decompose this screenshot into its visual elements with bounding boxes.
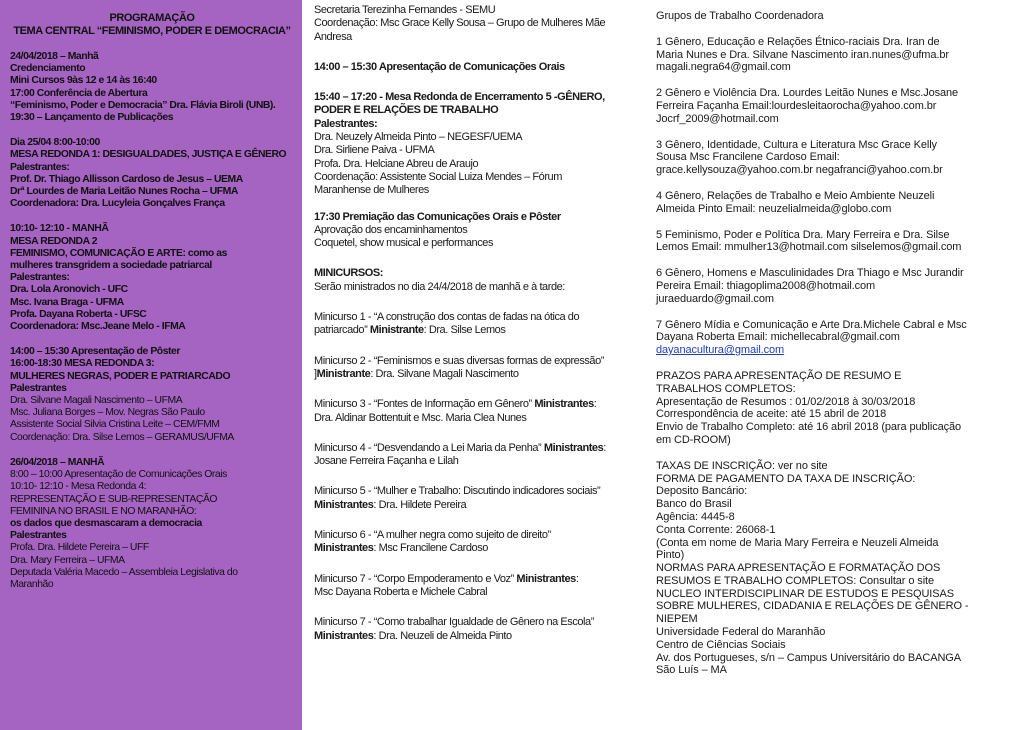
closing-and-minicourses-column — [302, 0, 642, 730]
spacer — [656, 74, 1010, 87]
text-line: NUCLEO INTERDISCIPLINAR DE ESTUDOS E PESQUISAS — [656, 587, 954, 600]
schedule-line: Dia 25/04 8:00-10:00 — [10, 137, 100, 149]
text-fragment: : Dra. Silvane Magali Nascimento — [370, 367, 519, 380]
spacer — [656, 126, 1010, 139]
schedule-line: 8:00 – 10:00 Apresentação de Comunicações Orais — [10, 469, 227, 481]
program-schedule — [10, 51, 294, 591]
spacer — [314, 381, 636, 398]
text-line: Grupos de Trabalho Coordenadora — [656, 10, 824, 22]
text-line: 14:00 – 15:30 Apresentação de Comunicações Orais — [314, 60, 565, 73]
schedule-line: 10:10- 12:10 - MANHÃ — [10, 223, 109, 235]
text-line: grace.kellysouza@yahoo.com.br negafranci@yahoo.com.br — [656, 164, 943, 177]
text-line: Serão ministrados no dia 24/4/2018 de manhã e à tarde: — [314, 280, 565, 293]
schedule-line: 14:00 – 15:30 Apresentação de Pôster — [10, 346, 180, 358]
schedule-line: 19:30 – Lançamento de Publicações — [10, 112, 174, 124]
schedule-line: Coordenação: Dra. Silse Lemos – GERAMUS/UFMA — [10, 431, 234, 443]
text-line: Minicurso 2 - “Feminismos e suas diversas formas de expressão” — [314, 354, 604, 367]
spacer — [656, 177, 1010, 190]
text-line — [314, 398, 636, 411]
text-line: Dra. Neuzely Almeida Pinto – NEGESF/UEMA — [314, 131, 523, 144]
text-line: 5 Feminismo, Poder e Política Dra. Mary Ferreira e Dra. Silse — [656, 228, 950, 241]
schedule-block — [10, 137, 294, 210]
text-line: Secretaria Terezinha Fernandes - SEMU — [314, 4, 496, 16]
program-title-line: PROGRAMAÇÃO — [109, 12, 195, 24]
schedule-line: Prof. Dr. Thiago Allisson Cardoso de Jesus – UEMA — [10, 173, 243, 185]
text-fragment: : — [603, 441, 606, 454]
text-line: TRABALHOS COMPLETOS: — [656, 382, 796, 395]
text-fragment: : Msc Francilene Cardoso — [373, 542, 488, 555]
spacer — [656, 447, 1010, 460]
text-fragment: Minicurso 4 - “Desvendando a Lei Maria da Penha” — [314, 441, 544, 454]
program-column — [0, 0, 302, 730]
schedule-line: Dra. Silvane Magali Nascimento – UFMA — [10, 395, 183, 407]
spacer — [314, 294, 636, 311]
schedule-line: 24/04/2018 – Manhã — [10, 51, 99, 62]
text-line: PRAZOS PARA APRESENTAÇÃO DE RESUMO E — [656, 369, 902, 382]
spacer — [656, 306, 1010, 319]
text-line — [314, 630, 636, 643]
spacer — [314, 556, 636, 573]
text-line: 1 Gênero, Educação e Relações Étnico-raciais Dra. Iran de — [656, 35, 940, 48]
text-line: Apresentação de Resumos : 01/02/2018 à 30/03/2018 — [656, 395, 916, 408]
program-title — [10, 12, 294, 38]
schedule-line: Coordenadora: Dra. Lucyleia Gonçalves França — [10, 198, 225, 210]
text-fragment: : Dra. Silse Lemos — [423, 324, 506, 337]
text-fragment: Ministrantes — [314, 542, 374, 555]
text-fragment: ] — [314, 367, 317, 380]
schedule-line: Coordenadora: Msc.Jeane Melo - IFMA — [10, 321, 186, 333]
text-line: Profa. Dra. Helciane Abreu de Araujo — [314, 157, 479, 170]
text-line: Aprovação dos encaminhamentos — [314, 223, 468, 236]
text-fragment: Ministrantes — [314, 498, 374, 511]
program-title-line: TEMA CENTRAL “FEMINISMO, PODER E DEMOCRACIA” — [13, 25, 291, 37]
text-line: Dra. Aldinar Bottentuit e Msc. Maria Clea Nunes — [314, 411, 527, 424]
text-fragment: : — [575, 572, 579, 585]
text-line: juraeduardo@gmail.com — [656, 292, 774, 305]
spacer — [314, 425, 636, 442]
schedule-block — [10, 223, 294, 333]
schedule-line: MULHERES NEGRAS, PODER E PATRIARCADO — [10, 370, 231, 382]
schedule-line: Drª Lourdes de Maria Leitão Nunes Rocha – UFMA — [10, 186, 238, 198]
text-line: TAXAS DE INSCRIÇÃO: ver no site — [656, 459, 828, 472]
schedule-line: Dra. Lola Aronovich - UFC — [10, 284, 128, 296]
spacer — [314, 198, 636, 211]
schedule-line: REPRESENTAÇÃO E SUB-REPRESENTAÇÃO — [10, 493, 218, 505]
schedule-line: 16:00-18:30 MESA REDONDA 3: — [10, 358, 155, 370]
schedule-line: os dados que desmascaram a democracia — [10, 517, 202, 529]
text-line: RESUMOS E TRABALHO COMPLETOS: Consultar o site — [656, 574, 935, 587]
spacer — [314, 338, 636, 355]
text-line: FORMA DE PAGAMENTO DA TAXA DE INSCRIÇÃO: — [656, 472, 916, 485]
text-line: Minicurso 7 - “Como trabalhar Igualdade de Gênero na Escola” — [314, 616, 594, 629]
schedule-block — [10, 457, 294, 591]
text-line: Dayana Roberta Email: michellecabral@gmail.com — [656, 331, 900, 344]
text-line: Coordenação: Assistente Social Luiza Mendes – Fórum — [314, 170, 562, 183]
text-line: MINICURSOS: — [314, 267, 383, 280]
text-line: Av. dos Portugueses, s/n – Campus Universitário do BACANGA — [656, 651, 961, 664]
text-line: Conta Corrente: 26068-1 — [656, 523, 776, 536]
working-groups-column — [648, 0, 1024, 730]
text-line — [314, 499, 636, 512]
text-line: Agência: 4445-8 — [656, 510, 735, 523]
text-fragment: Ministrantes — [543, 441, 604, 454]
schedule-block — [10, 51, 294, 124]
text-line: Envio de Trabalho Completo: até 16 abril 2018 (para publicação — [656, 421, 962, 434]
text-fragment: Ministrantes — [314, 629, 374, 642]
text-fragment: Ministrantes — [534, 398, 594, 411]
text-line: Dra. Sirliene Paiva - UFMA — [314, 144, 435, 157]
schedule-line: “Feminismo, Poder e Democracia” Dra. Flávia Biroli (UNB). — [10, 99, 276, 111]
text-line: Msc Dayana Roberta e Michele Cabral — [314, 585, 488, 598]
text-line: São Luís – MA — [656, 664, 727, 677]
text-line: 7 Gênero Mídia e Comunicação e Arte Dra.Michele Cabral e Msc — [656, 318, 967, 331]
text-line: SOBRE MULHERES, CIDADANIA E RELAÇÕES DE GÊNERO - — [656, 600, 969, 613]
spacer — [314, 512, 636, 529]
text-line: PODER E RELAÇÕES DE TRABALHO — [314, 104, 499, 117]
text-line: 4 Gênero, Relações de Trabalho e Meio Ambiente Neuzeli — [656, 189, 935, 202]
text-line: Banco do Brasil — [656, 498, 732, 511]
text-line — [314, 542, 636, 555]
schedule-line: Msc. Juliana Borges – Mov. Negras São Paulo — [10, 407, 205, 419]
text-line: NIEPEM — [656, 613, 698, 626]
text-line — [314, 573, 636, 586]
spacer — [314, 44, 636, 61]
text-line: magali.negra64@gmail.com — [656, 61, 791, 74]
text-line: Minicurso 1 - “A construção dos contas de fadas na ótica do — [314, 311, 580, 324]
schedule-line: Assistente Social Silvia Cristina Leite – CEM/FMM — [10, 419, 220, 431]
schedule-line: 26/04/2018 – MANHÃ — [10, 456, 105, 468]
schedule-line: Maranhão — [10, 578, 54, 590]
schedule-block — [10, 346, 294, 444]
schedule-line: MESA REDONDA 2 — [10, 235, 98, 247]
spacer — [656, 254, 1010, 267]
text-line: 17:30 Premiação das Comunicações Orais e Pôster — [314, 210, 561, 223]
spacer — [656, 357, 1010, 370]
text-line: em CD-ROOM) — [656, 433, 731, 446]
text-line: Andresa — [314, 30, 352, 43]
schedule-line: 17:00 Conferência de Abertura — [10, 87, 148, 99]
text-line: Sousa Msc Francilene Cardoso Email: — [656, 151, 840, 164]
text-line — [314, 442, 636, 455]
spacer — [656, 216, 1010, 229]
schedule-line: Credenciamento — [10, 63, 86, 75]
text-line: 6 Gênero, Homens e Masculinidades Dra Thiago e Msc Jurandir — [656, 267, 964, 280]
schedule-line: FEMINISMO, COMUNICAÇÃO E ARTE: como as — [10, 247, 227, 259]
spacer — [314, 468, 636, 485]
schedule-line: Deputada Valéria Macedo – Assembleia Legislativa do — [10, 566, 238, 578]
text-line: Josane Ferreira Façanha e Lilah — [314, 455, 459, 468]
text-line — [314, 324, 636, 337]
text-line: 15:40 – 17:20 - Mesa Redonda de Encerramento 5 -GÊNERO, — [314, 91, 605, 104]
email-link[interactable]: dayanacultura@gmail.com — [656, 344, 785, 357]
schedule-line: Profa. Dayana Roberta - UFSC — [10, 308, 147, 320]
spacer — [314, 599, 636, 616]
text-line: Centro de Ciências Sociais — [656, 638, 786, 651]
text-fragment: : Dra. Hildete Pereira — [373, 498, 467, 511]
schedule-line: Dra. Mary Ferreira – UFMA — [10, 554, 125, 566]
text-line: Almeida Pinto Email: neuzelialmeida@globo.com — [656, 202, 892, 215]
text-line: Lemos Email: mmulher13@hotmail.com silselemos@gmail.com — [656, 241, 962, 254]
text-fragment: Minicurso 7 - “Corpo Empoderamento e Voz” — [314, 572, 517, 585]
schedule-line: MESA REDONDA 1: DESIGUALDADES, JUSTIÇA E GÊNERO — [10, 149, 287, 161]
text-line: Palestrantes: — [314, 117, 378, 130]
text-line: Coordenação: Msc Grace Kelly Sousa – Grupo de Mulheres Mãe — [314, 17, 606, 30]
text-line: Minicurso 5 - “Mulher e Trabalho: Discutindo indicadores sociais” — [314, 485, 601, 498]
text-line: NORMAS PARA APRESENTAÇÃO E FORMATAÇÃO DOS — [656, 562, 941, 575]
text-line: Pereira Email: thiagoplima2008@hotmail.com — [656, 279, 876, 292]
text-fragment: Ministrante — [369, 324, 424, 337]
schedule-line: Profa. Dra. Hildete Pereira – UFF — [10, 542, 149, 554]
text-fragment: patriarcado” — [314, 324, 370, 337]
text-fragment: Ministrante — [316, 367, 371, 380]
text-fragment: : — [593, 398, 597, 411]
text-fragment: Ministrantes — [516, 572, 576, 585]
schedule-line: Palestrantes: — [10, 161, 70, 173]
schedule-line: Palestrantes — [10, 382, 67, 394]
schedule-line: FEMININA NO BRASIL E NO MARANHÃO: — [10, 505, 197, 517]
text-line: Universidade Federal do Maranhão — [656, 626, 826, 639]
schedule-line: Palestrantes: — [10, 272, 70, 284]
text-line: Deposito Bancário: — [656, 485, 748, 498]
spacer — [656, 23, 1010, 36]
text-line: Correspondência de aceite: até 15 abril de 2018 — [656, 408, 887, 421]
schedule-line: 10:10- 12:10 - Mesa Redonda 4: — [10, 481, 147, 493]
text-fragment: : Dra. Neuzeli de Almeida Pinto — [373, 629, 512, 642]
text-line: Ferreira Façanha Email:lourdesleitaorocha@yahoo.com.br — [656, 99, 937, 112]
text-line: Minicurso 6 - “A mulher negra como sujeito de direito” — [314, 529, 551, 542]
text-line: Coquetel, show musical e performances — [314, 237, 493, 250]
schedule-line: Msc. Ivana Braga - UFMA — [10, 296, 124, 308]
text-line: Pinto) — [656, 549, 685, 562]
text-fragment: Minicurso 3 - “Fontes de Informação em Gênero” — [314, 398, 535, 411]
text-line: Jocrf_2009@hotmail.com — [656, 112, 779, 125]
schedule-line: Mini Cursos 9às 12 e 14 às 16:40 — [10, 75, 157, 87]
spacer — [314, 74, 636, 91]
text-line: Maranhense de Mulheres — [314, 184, 429, 197]
text-line: 2 Gênero e Violência Dra. Lourdes Leitão Nunes e Msc.Josane — [656, 87, 959, 100]
text-line — [314, 368, 636, 381]
spacer — [314, 250, 636, 267]
text-line: 3 Gênero, Identidade, Cultura e Literatura Msc Grace Kelly — [656, 138, 937, 151]
schedule-line: mulheres transgridem a sociedade patriarcal — [10, 260, 212, 272]
text-line: Maria Nunes e Dra. Silvane Nascimento iran.nunes@ufma.br — [656, 48, 949, 61]
schedule-line: Palestrantes — [10, 530, 67, 542]
text-line: (Conta em nome de Maria Mary Ferreira e Neuzeli Almeida — [656, 536, 939, 549]
